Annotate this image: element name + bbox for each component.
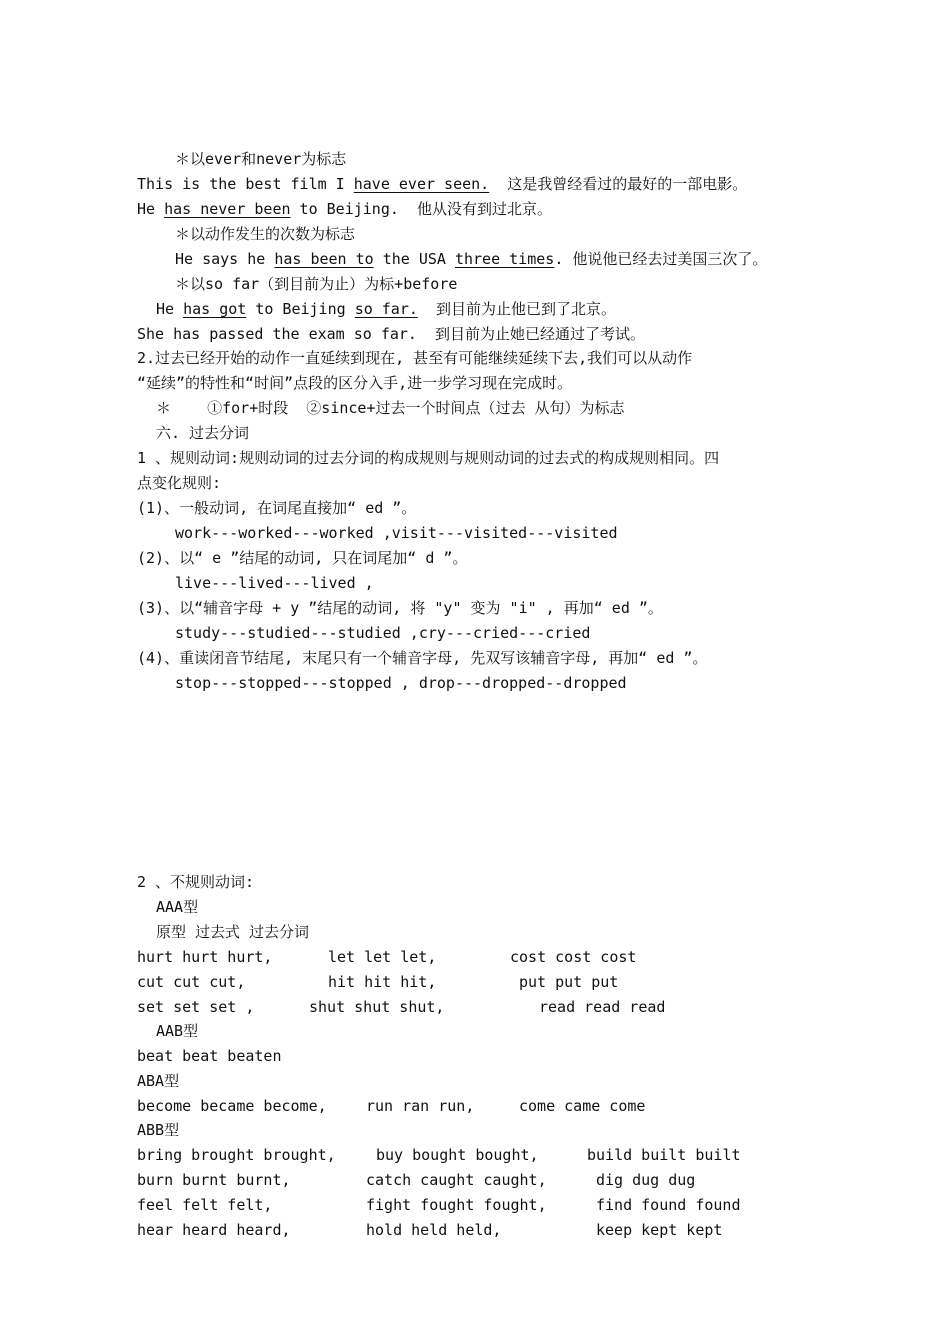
rule-2-line-2: “延续”的特性和“时间”点段的区分入手,进一步学习现在完成时。: [137, 374, 573, 392]
example-sentence-3: [175, 249, 767, 269]
rule-2-example: live---lived---lived ,: [175, 574, 374, 592]
verb-forms: come came come: [519, 1097, 646, 1115]
sentence-translation: 这是我曾经看过的最好的一部电影。: [489, 175, 748, 193]
verb-forms: beat beat beaten: [137, 1047, 282, 1065]
verb-forms: hear heard heard,: [137, 1221, 291, 1239]
verb-forms: dig dug dug: [596, 1171, 696, 1189]
verb-forms: set set set ,: [137, 998, 255, 1016]
verb-forms: hit hit hit,: [328, 973, 437, 991]
verb-forms: feel felt felt,: [137, 1196, 273, 1214]
underlined-phrase: has been to: [274, 250, 374, 268]
marker-frequency: ＊以动作发生的次数为标志: [175, 225, 356, 243]
rule-1-example: work---worked---worked ,visit---visited---visited: [175, 524, 618, 542]
abb-type-heading: ABB型: [137, 1121, 180, 1139]
example-sentence-5: She has passed the exam so far. 到目前为止她已经通过了考试。: [137, 325, 646, 343]
aaa-type-heading: AAA型: [156, 898, 199, 916]
marker-ever-never: ＊以ever和never为标志: [175, 150, 347, 168]
column-header: 原型 过去式 过去分词: [156, 923, 310, 941]
verb-forms: buy bought bought,: [376, 1146, 539, 1164]
sentence-text: He: [156, 300, 184, 318]
verb-forms: build built built: [587, 1146, 741, 1164]
underlined-phrase: has never been: [164, 200, 291, 218]
sentence-text: the USA: [373, 250, 455, 268]
verb-forms: run ran run,: [366, 1097, 475, 1115]
rule-2: (2)、以“ e ”结尾的动词, 只在词尾加“ d ”。: [137, 549, 468, 567]
rule-4-example: stop---stopped---stopped , drop---dropped--dropped: [175, 674, 627, 692]
verb-forms: bring brought brought,: [137, 1146, 336, 1164]
example-sentence-2: [137, 199, 552, 219]
section-title-past-participle: 六. 过去分词: [156, 424, 250, 442]
sentence-text: to Beijing: [246, 300, 355, 318]
sentence-translation: 到目前为止他已到了北京。: [417, 300, 616, 318]
aba-type-heading: ABA型: [137, 1072, 180, 1090]
verb-forms: cost cost cost: [510, 948, 637, 966]
verb-forms: find found found: [596, 1196, 741, 1214]
sentence-text: He says he: [175, 250, 275, 268]
verb-forms: put put put: [519, 973, 619, 991]
aab-type-heading: AAB型: [156, 1022, 199, 1040]
marker-for-since: ＊ ①for+时段 ②since+过去一个时间点（过去 从句）为标志: [156, 399, 625, 417]
underlined-phrase: has got: [183, 300, 247, 318]
verb-forms: hurt hurt hurt,: [137, 948, 273, 966]
verb-forms: shut shut shut,: [309, 998, 445, 1016]
underlined-phrase: so far.: [354, 300, 418, 318]
sentence-translation: . 他说他已经去过美国三次了。: [554, 250, 768, 268]
sentence-text: This is the best film I: [137, 175, 354, 193]
rule-3-example: study---studied---studied ,cry---cried---cried: [175, 624, 591, 642]
verb-forms: catch caught caught,: [366, 1171, 547, 1189]
verb-forms: burn burnt burnt,: [137, 1171, 291, 1189]
verb-forms: become became become,: [137, 1097, 327, 1115]
underlined-phrase: three times: [454, 250, 555, 268]
rule-4: (4)、重读闭音节结尾, 末尾只有一个辅音字母, 先双写该辅音字母, 再加“ ed ”。: [137, 649, 708, 667]
verb-forms: cut cut cut,: [137, 973, 246, 991]
sentence-text: He: [137, 200, 165, 218]
example-sentence-1: [137, 174, 747, 194]
regular-verbs-intro-1: 1 、规则动词:规则动词的过去分词的构成规则与规则动词的过去式的构成规则相同。四: [137, 449, 720, 467]
underlined-phrase: have ever seen.: [353, 175, 490, 193]
rule-3: (3)、以“辅音字母 + y ”结尾的动词, 将 "y" 变为 "i" , 再加“ ed ”。: [137, 599, 663, 617]
sentence-translation: to Beijing. 他从没有到过北京。: [290, 200, 552, 218]
irregular-verbs-title: 2 、不规则动词:: [137, 873, 255, 891]
example-sentence-4: [156, 299, 616, 319]
rule-1: (1)、一般动词, 在词尾直接加“ ed ”。: [137, 499, 417, 517]
verb-forms: let let let,: [328, 948, 437, 966]
verb-forms: hold held held,: [366, 1221, 502, 1239]
rule-2-line-1: 2.过去已经开始的动作一直延续到现在, 甚至有可能继续延续下去,我们可以从动作: [137, 349, 693, 367]
verb-forms: fight fought fought,: [366, 1196, 547, 1214]
verb-forms: keep kept kept: [596, 1221, 723, 1239]
marker-so-far: ＊以so far（到目前为止）为标+before: [175, 275, 458, 293]
verb-forms: read read read: [539, 998, 666, 1016]
regular-verbs-intro-2: 点变化规则:: [137, 474, 222, 492]
